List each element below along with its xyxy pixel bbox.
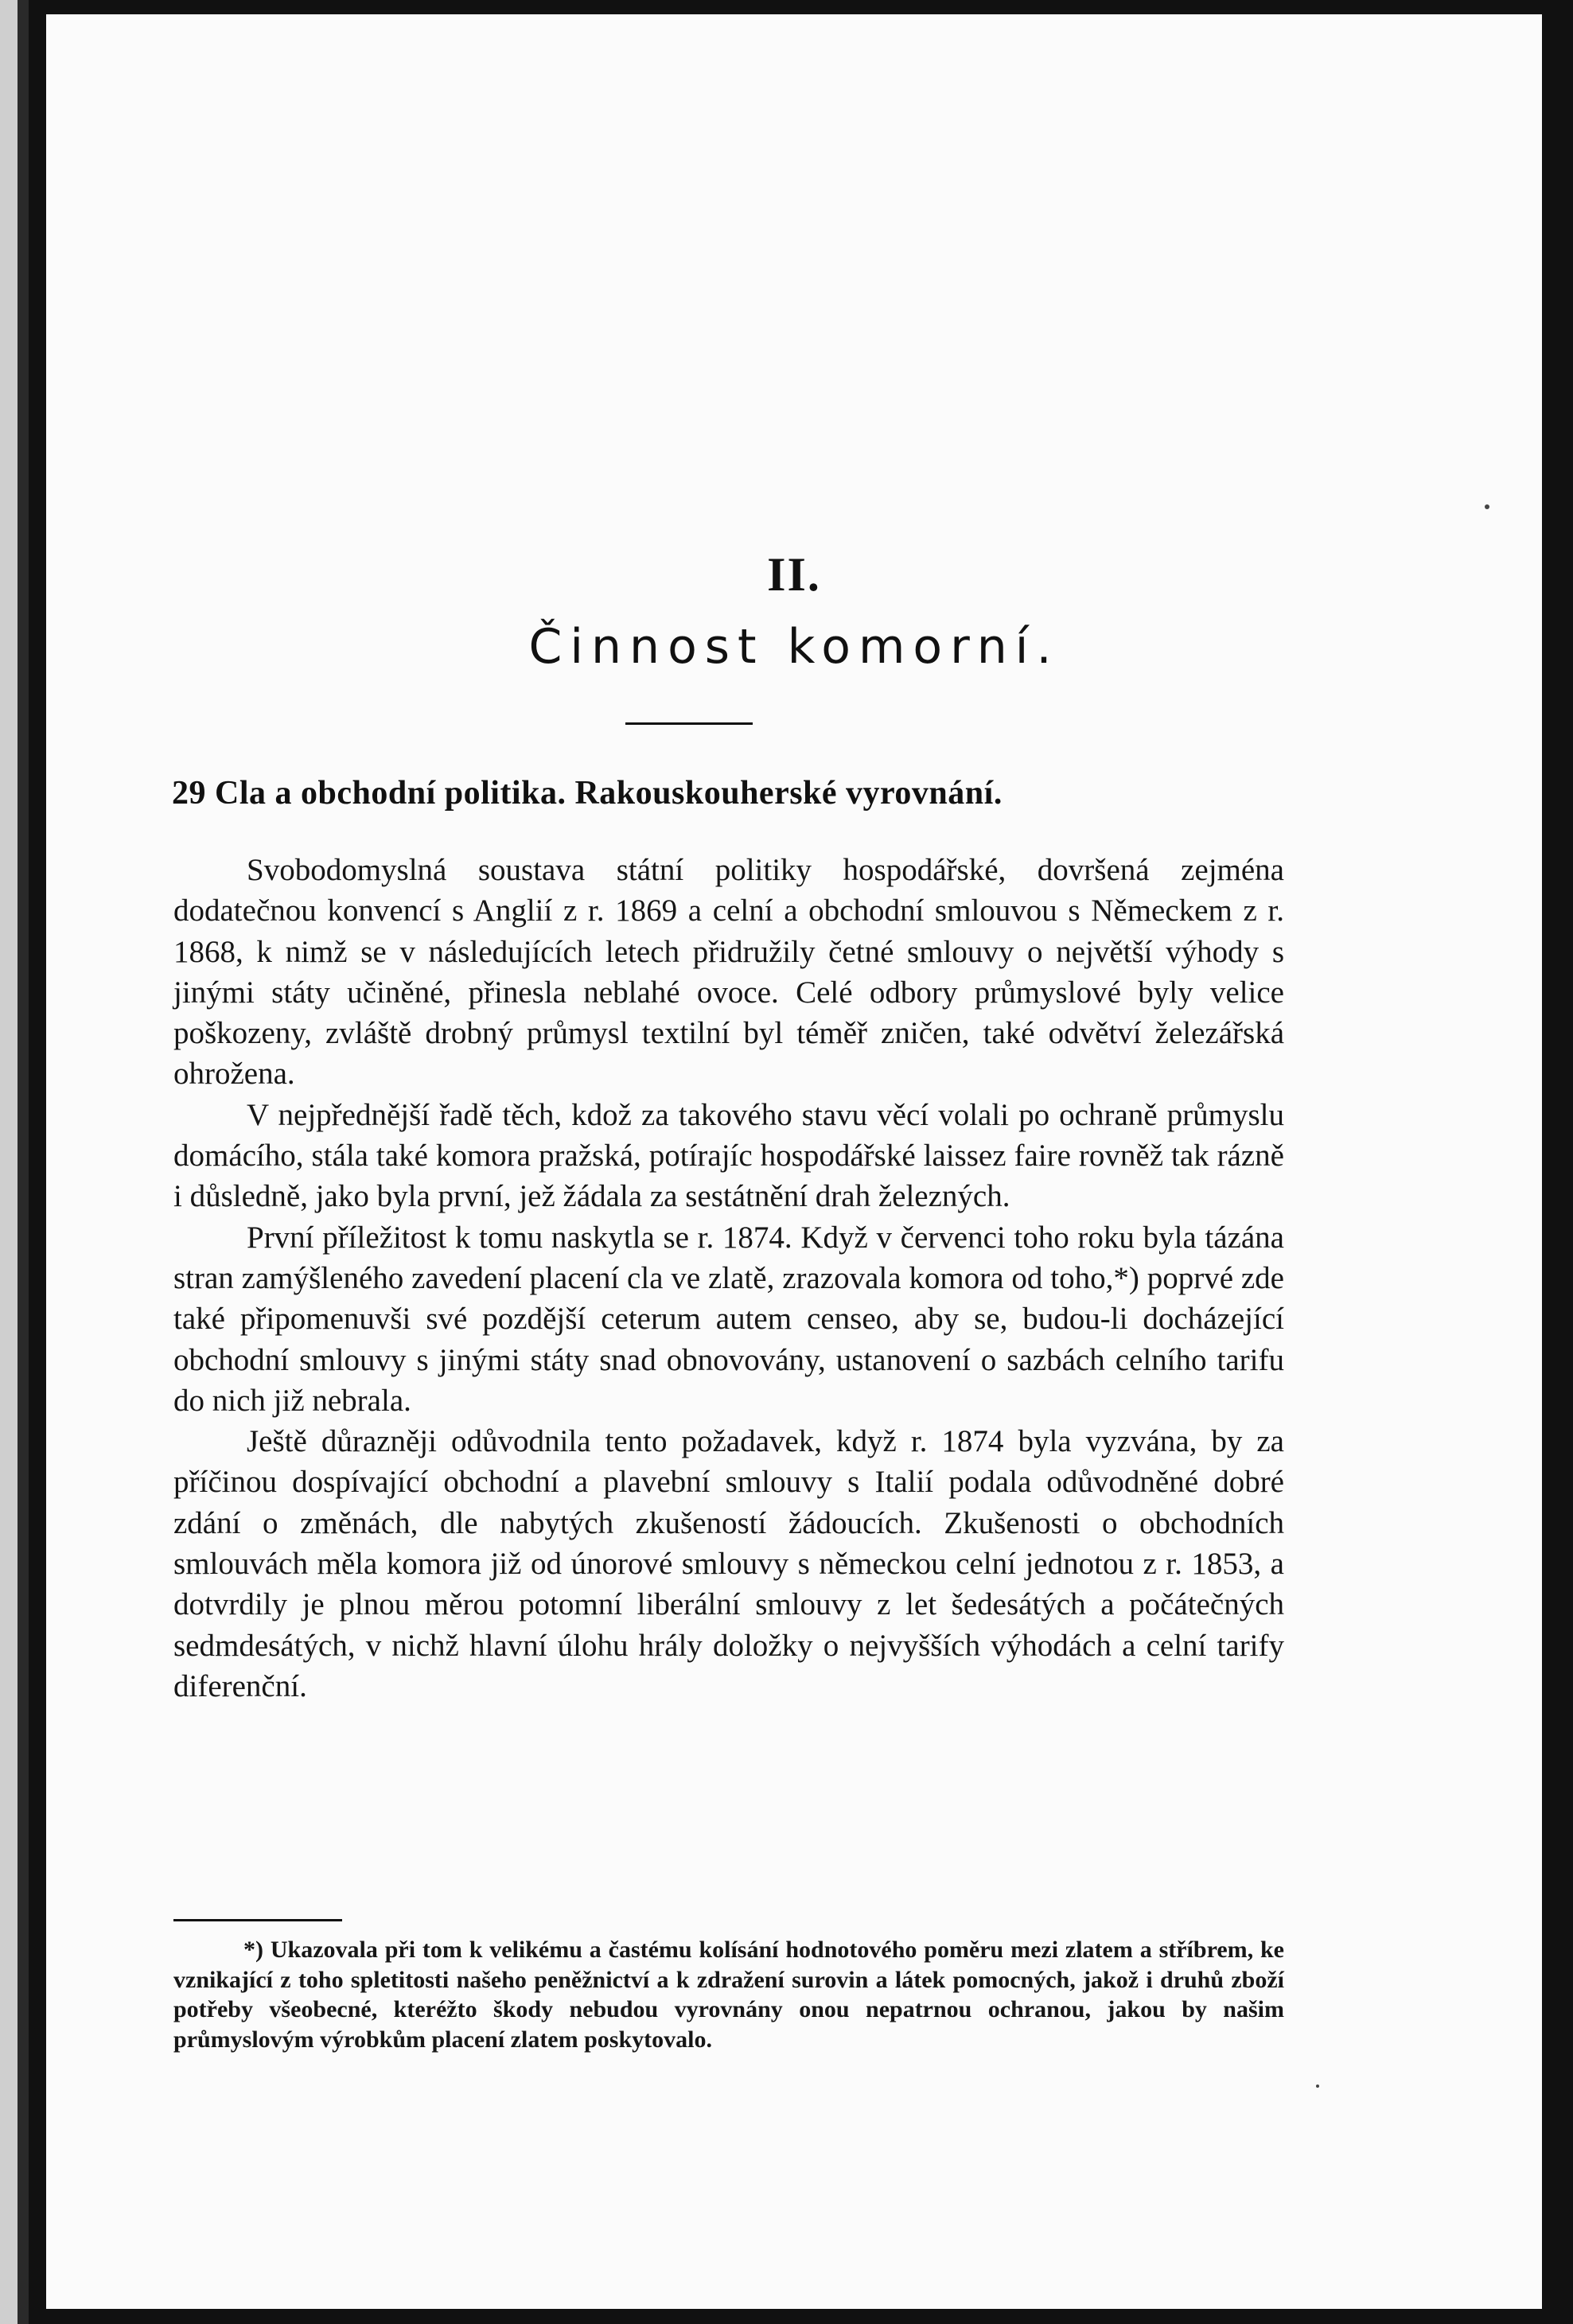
title-divider <box>625 722 753 725</box>
document-page <box>46 14 1542 2309</box>
chapter-title: Činnost komorní. <box>528 619 1060 675</box>
scan-speck <box>1485 504 1489 509</box>
footnote <box>173 1935 1284 2054</box>
paragraph: Svobodomyslná soustava státní politiky hospodářské, dovršená zejména dodatečnou konvencí s Anglií z r. 1869 a celní a obchodní smlouvou s Německem z r. 1868, k nimž se v následujících letech přidružily četné smlouvy o největší výhody s jinými státy učiněné, přinesla neblahé ovoce. Celé odbory průmyslové byly velice poškozeny, zvláště drobný průmysl textilní byl téměř zničen, také odvětví železářská ohrožena. <box>173 853 1284 1092</box>
scan-binding-edge <box>18 0 29 2324</box>
paragraph: Ještě důrazněji odůvodnila tento požadavek, když r. 1874 byla vyzvána, by za příčinou dospívající obchodní a plavební smlouvy s Italií podala odůvodněné dobré zdání o změnách, dle nabytých zkušeností žádoucích. Zkušenosti o obchodních smlouvách měla komora již od únorové smlouvy s německou celní jednotou z r. 1853, a dotvrdily je plnou měrou potomní liberální smlouvy z let šedesátých a počátečných sedmdesátých, v nichž hlavní úlohu hrály doložky o nejvyšších výhodách a celní tarify diferenční. <box>173 1424 1284 1703</box>
body-text <box>173 850 1284 1707</box>
footnote-divider <box>173 1919 342 1921</box>
footnote-text: *) Ukazovala při tom k velikému a častému kolísání hodnotového poměru mezi zlatem a stříbrem, ke vznikající z toho spletitosti našeho peněžnictví a k zdražení surovin a látek pomocných, jakož i druhů zboží potřeby všeobecné, kteréžto škody nebudou vyrovnány onou nepatrnou ochranou, jakou by našim průmyslovým výrobkům placení zlatem poskytovalo. <box>173 1937 1284 2053</box>
scan-left-margin <box>0 0 18 2324</box>
paragraph: První příležitost k tomu naskytla se r. 1874. Když v červenci toho roku byla tázána stran zamýšleného zavedení placení cla ve zlatě, zrazovala komora od toho,*) poprvé zde také připomenuvši své pozdější ceterum autem censeo, aby se, budou-li docházející obchodní smlouvy s jinými státy snad obnovovány, ustanovení o sazbách celního tarifu do nich již nebrala. <box>173 1220 1284 1418</box>
section-heading: 29 Cla a obchodní politika. Rakouskouherské vyrovnání. <box>172 775 1003 812</box>
paragraph: V nejpřednější řadě těch, kdož za takového stavu věcí volali po ochraně průmyslu domácího, stála také komora pražská, potírajíc hospodářské laissez faire rovněž tak rázně i důsledně, jako byla první, jež žádala za sestátnění drah železných. <box>173 1097 1284 1214</box>
chapter-number: II. <box>767 548 821 601</box>
scan-speck <box>1316 2085 1319 2088</box>
